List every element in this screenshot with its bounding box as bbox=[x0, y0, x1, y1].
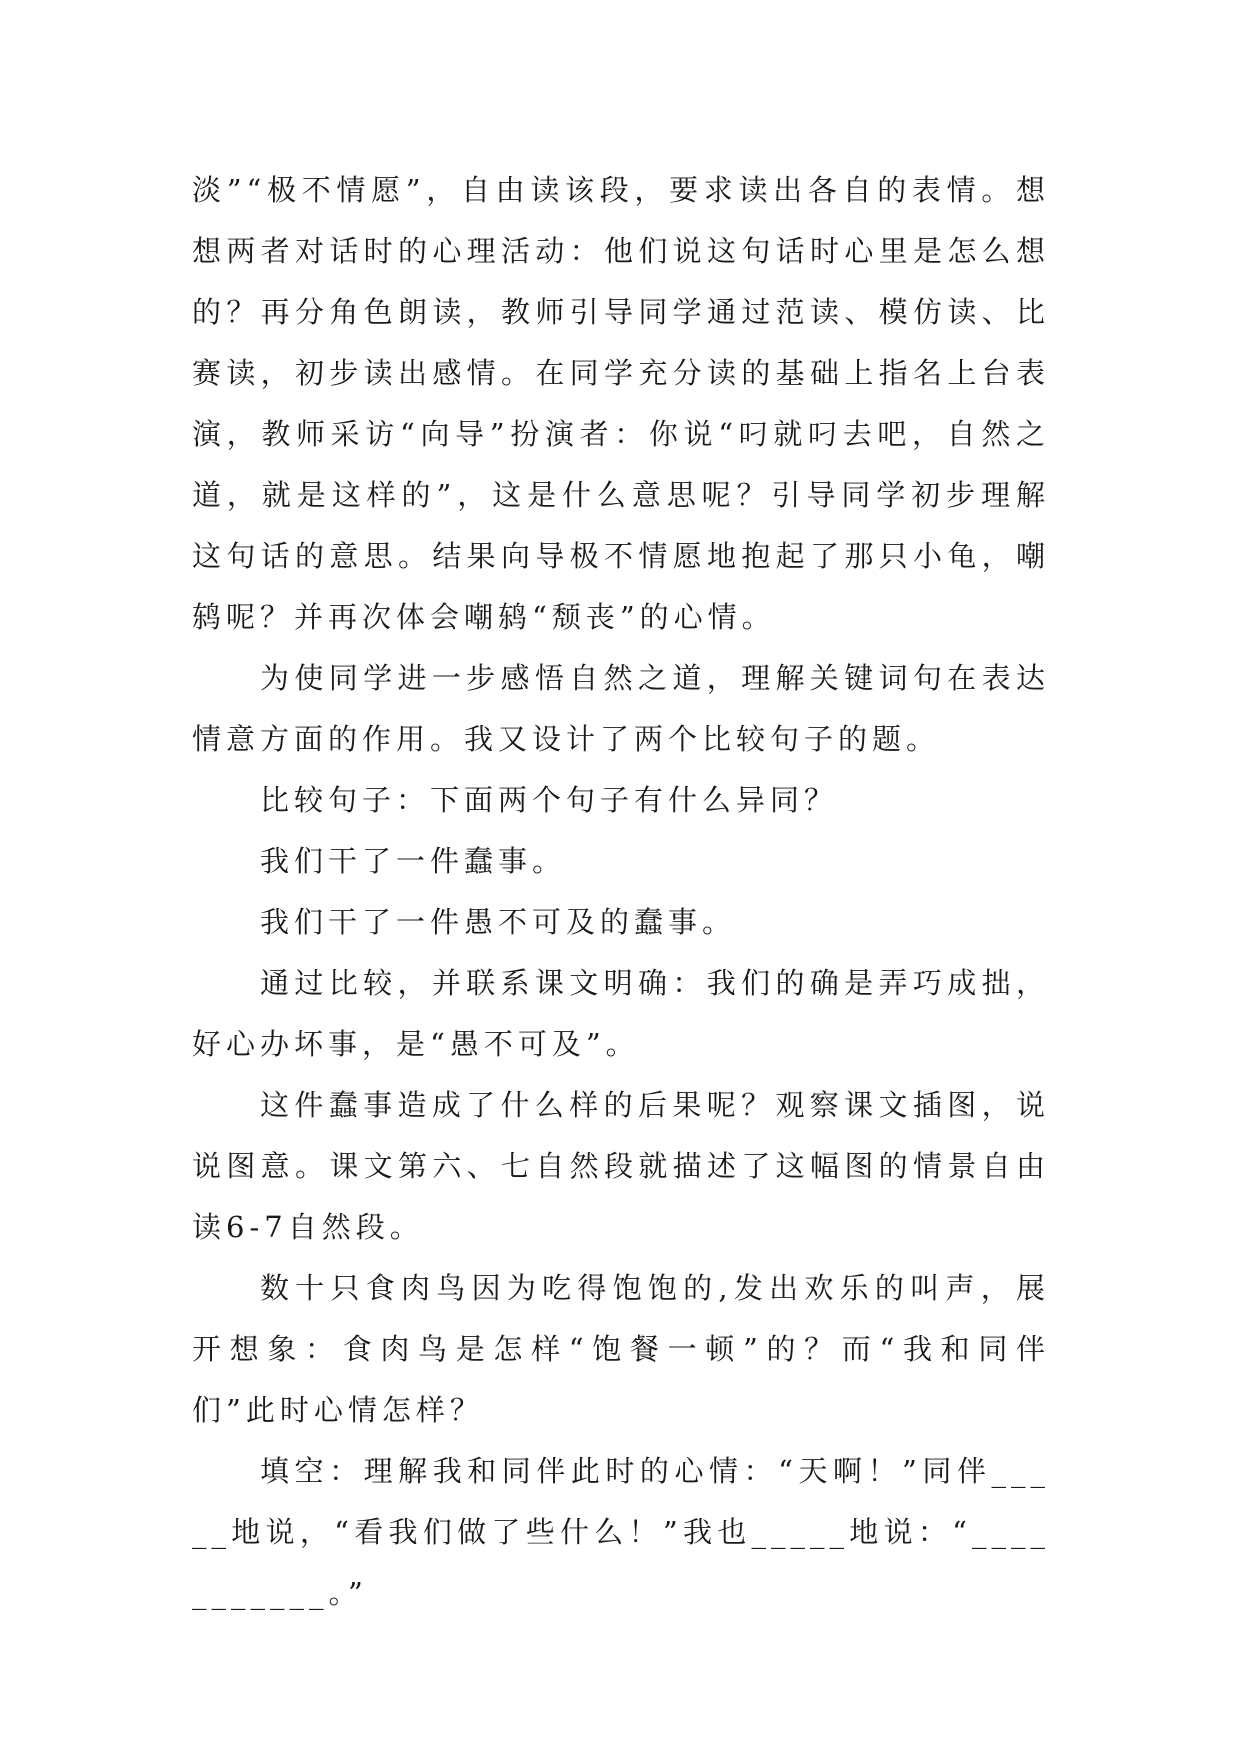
paragraph-5: 我们干了一件愚不可及的蠢事。 bbox=[260, 905, 737, 939]
paragraph-4: 我们干了一件蠢事。 bbox=[260, 844, 567, 878]
paragraph-6: 通过比较，并联系课文明确：我们的确是弄巧成拙，好心办坏事，是“愚不可及”。 bbox=[192, 966, 1050, 1061]
paragraph-2: 为使同学进一步感悟自然之道，理解关键词句在表达情意方面的作用。我又设计了两个比较句子的题。 bbox=[192, 661, 1050, 756]
paragraph-9: 填空：理解我和同伴此时的心情：“天啊！”同伴_____地说，“看我们做了些什么！”我也_____地说：“___________。” bbox=[192, 1454, 1050, 1610]
paragraph-3: 比较句子：下面两个句子有什么异同？ bbox=[260, 783, 839, 817]
paragraph-1: 淡”“极不情愿”，自由读该段，要求读出各自的表情。想想两者对话时的心理活动：他们说这句话时心里是怎么想的？再分角色朗读，教师引导同学通过范读、模仿读、比赛读，初步读出感情。在同学充分读的基础上指名上台表演，教师采访“向导”扮演者：你说“叼就叼去吧，自然之道，就是这样的”，这是什么意思呢？引导同学初步理解这句话的意思。结果向导极不情愿地抱起了那只小龟，嘲鸫呢？并再次体会嘲鸫“颓丧”的心情。 bbox=[192, 173, 1050, 634]
paragraph-8: 数十只食肉鸟因为吃得饱饱的,发出欢乐的叫声，展开想象：食肉鸟是怎样“饱餐一顿”的？而“我和同伴们”此时心情怎样？ bbox=[192, 1271, 1050, 1427]
paragraph-7: 这件蠢事造成了什么样的后果呢？观察课文插图，说说图意。课文第六、七自然段就描述了这幅图的情景自由读6-7自然段。 bbox=[192, 1088, 1050, 1244]
document-page bbox=[192, 160, 1050, 1624]
